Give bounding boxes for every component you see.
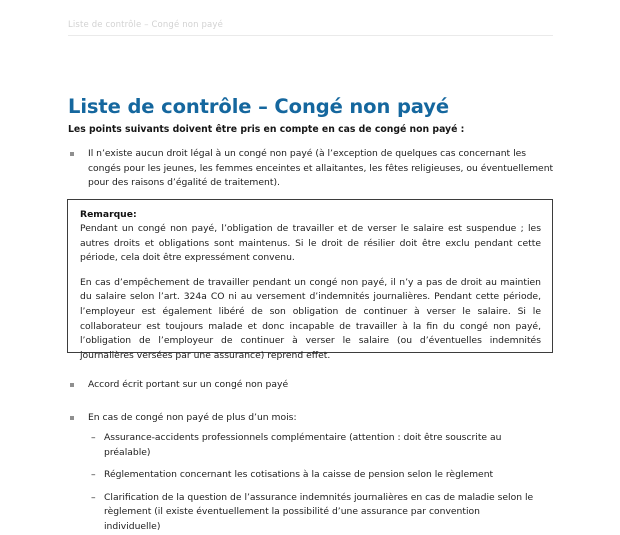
- list-item: [70, 411, 560, 426]
- list-item-label: En cas de congé non payé de plus d’un mois:: [88, 412, 297, 423]
- list-item: [70, 378, 560, 393]
- sub-list-item-label: Assurance-accidents professionnels complémentaire (attention : doit être souscrite au préalable): [104, 432, 502, 458]
- sub-list-item: [91, 491, 561, 535]
- sub-list-item-label: Clarification de la question de l’assurance indemnités journalières en cas de maladie selon le règlement (il existe éventuellement la possibilité d’une assurance par convention individuelle): [104, 491, 534, 532]
- intro-text: Les points suivants doivent être pris en compte en cas de congé non payé :: [68, 124, 465, 135]
- remark-paragraph: Pendant un congé non payé, l’obligation de travailler et de verser le salaire est suspendue ; les autres droits et obligations sont maintenus. Si le droit de résilier doit être exclu pendant cette période, cela doit être expressément convenu.: [80, 223, 541, 264]
- dash-bullet-icon: –: [91, 469, 96, 481]
- remark-heading: Remarque:: [80, 209, 137, 220]
- document-header: [68, 18, 553, 36]
- sub-list: [91, 431, 561, 535]
- sub-list-item: [91, 431, 561, 460]
- dash-bullet-icon: –: [91, 432, 96, 443]
- list-item: [70, 147, 560, 191]
- list-item-label: Il n’existe aucun droit légal à un congé non payé (à l’exception de quelques cas concernant les congés pour les jeunes, les femmes enceintes et allaitantes, les fêtes religieuses, ou éventuellement pour des raisons d’égalité de traitement).: [88, 148, 554, 189]
- square-bullet-icon: [70, 411, 88, 420]
- page-title: Liste de contrôle – Congé non payé: [68, 95, 450, 119]
- square-bullet-icon: [70, 147, 88, 156]
- dash-bullet-icon: –: [91, 491, 96, 503]
- header-divider: [68, 35, 553, 36]
- breadcrumb: Liste de contrôle – Congé non payé: [68, 20, 223, 30]
- sub-list-item: [91, 468, 561, 483]
- remark-paragraph: En cas d’empêchement de travailler pendant un congé non payé, il n’y a pas de droit au maintien du salaire selon l’art. 324a CO ni au versement d’indemnités journalières. Pendant cette période, l’employeur est également libéré de son obligation de continuer à verser le salaire. Si le collaborateur est toujours malade et donc incapable de travailler à la fin du congé non payé, l’obligation de l’employeur de continuer à verser le salaire (ou d’éventuelles indemnités journalières versées par une assurance) reprend effet.: [80, 276, 541, 361]
- list-item-label: Accord écrit portant sur un congé non payé: [88, 379, 289, 390]
- sub-list-item-label: Réglementation concernant les cotisations à la caisse de pension selon le règlement: [104, 469, 494, 481]
- square-bullet-icon: [70, 378, 88, 387]
- remark-box: [67, 199, 553, 361]
